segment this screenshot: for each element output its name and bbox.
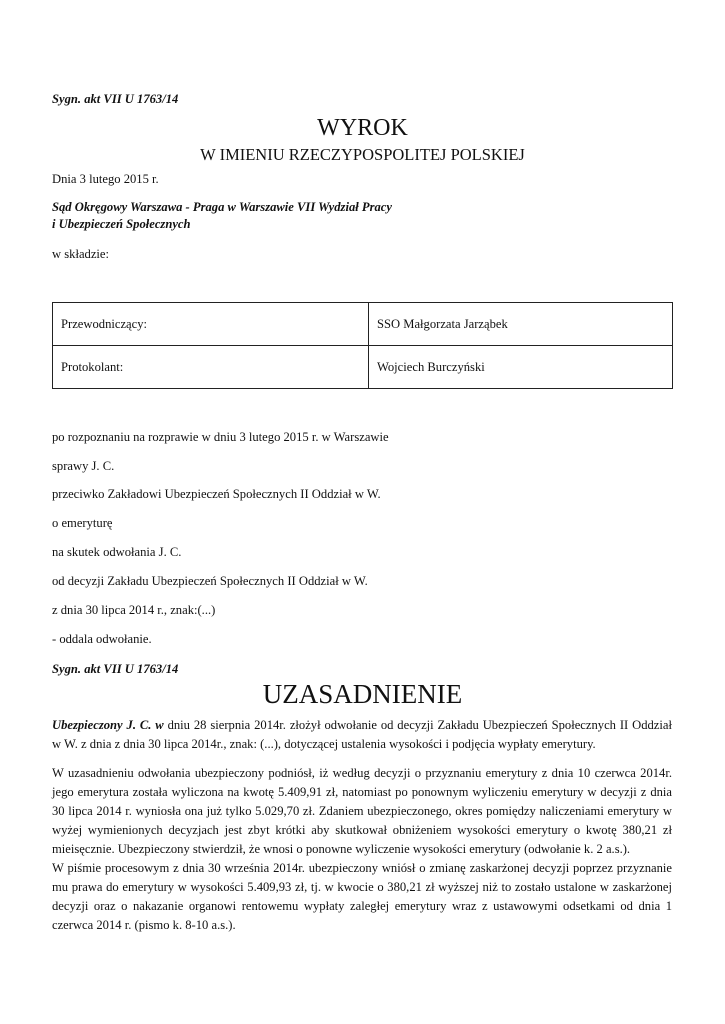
- ruling-line: o emeryturę: [52, 516, 113, 530]
- date-line: Dnia 3 lutego 2015 r.: [52, 172, 159, 186]
- paragraph-text: dniu 28 sierpnia 2014r. złożył odwołanie od decyzji Zakładu Ubezpieczeń Społecznych II Oddział w W. z dnia z dnia 30 lipca 2014r., znak: (...), dotyczącej ustalenia wysokości i podjęcia wypłaty emerytury.: [52, 718, 672, 751]
- ruling-line: od decyzji Zakładu Ubezpieczeń Społecznych II Oddział w W.: [52, 574, 368, 588]
- composition-table: [52, 302, 673, 389]
- document-subtitle: W IMIENIU RZECZYPOSPOLITEJ POLSKIEJ: [200, 145, 525, 164]
- ruling-line: przeciwko Zakładowi Ubezpieczeń Społecznych II Oddział w W.: [52, 487, 381, 501]
- court-name-line-1: Sąd Okręgowy Warszawa - Praga w Warszawie VII Wydział Pracy: [52, 200, 392, 214]
- ruling-line: po rozpoznaniu na rozprawie w dniu 3 lutego 2015 r. w Warszawie: [52, 430, 389, 444]
- name-cell: Wojciech Burczyński: [369, 346, 673, 389]
- name-cell: SSO Małgorzata Jarząbek: [369, 303, 673, 346]
- justification-paragraph-1: [52, 716, 672, 754]
- ruling-line: - oddala odwołanie.: [52, 632, 152, 646]
- document-title: WYROK: [317, 115, 408, 141]
- case-number-top: Sygn. akt VII U 1763/14: [52, 92, 179, 106]
- justification-paragraph-3: W piśmie procesowym z dnia 30 września 2014r. ubezpieczony wniósł o zmianę zaskarżonej decyzji poprzez przyznanie mu prawa do emerytury w wysokości 5.409,93 zł, tj. w kwocie o 380,21 zł wyższej niż to zostało ustalone w zaskarżonej decyzji oraz o nakazanie organowi rentowemu wypłaty zaległej emerytury wraz z ustawowymi odsetkami od dnia 1 czerwca 2014 r. (pismo k. 8-10 a.s.).: [52, 861, 672, 932]
- role-cell: Przewodniczący:: [53, 303, 369, 346]
- ruling-line: sprawy J. C.: [52, 459, 115, 473]
- ruling-line: z dnia 30 lipca 2014 r., znak:(...): [52, 603, 216, 617]
- case-number-bottom: Sygn. akt VII U 1763/14: [52, 662, 179, 676]
- table-row: [53, 303, 673, 346]
- table-row: [53, 346, 673, 389]
- justification-title: UZASADNIENIE: [262, 679, 463, 709]
- paragraph-lead: Ubezpieczony J. C. w: [52, 718, 164, 732]
- ruling-line: na skutek odwołania J. C.: [52, 545, 182, 559]
- court-name-line-2: i Ubezpieczeń Społecznych: [52, 217, 191, 231]
- justification-paragraph-2: W uzasadnieniu odwołania ubezpieczony podniósł, iż według decyzji o przyznaniu emerytury z dnia 10 czerwca 2014r. jego emerytura została wyliczona na kwotę 5.409,91 zł, natomiast po ponownym wyliczeniu emerytury w decyzji z dnia 30 lipca 2014 r. wyniosła ona już tylko 5.029,70 zł. Zdaniem ubezpieczonego, okres pomiędzy naliczeniami emerytury w wyżej wymienionych decyzjach jest zbyt krótki aby skutkował obniżeniem wysokości emerytury o kwotę 380,21 zł mieisęcznie. Ubezpieczony stwierdził, że wnosi o ponowne wyliczenie wysokości emerytury (odwołanie k. 2 a.s.).: [52, 766, 672, 856]
- composition-label: w składzie:: [52, 247, 110, 261]
- role-cell: Protokolant:: [53, 346, 369, 389]
